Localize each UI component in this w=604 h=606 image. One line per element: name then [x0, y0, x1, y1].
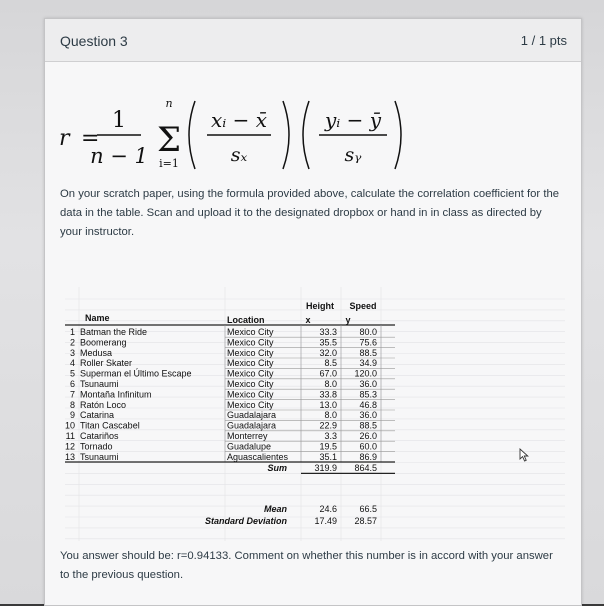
row-height: 8.5 [324, 358, 337, 369]
term2-denominator: sᵧ [344, 144, 362, 166]
row-name: Medusa [80, 347, 113, 358]
row-speed: 36.0 [359, 410, 377, 421]
row-name: Ratón Loco [80, 399, 127, 410]
row-height: 13.0 [319, 399, 337, 410]
row-location: Mexico City [227, 379, 274, 389]
sigma-symbol: Σ [156, 120, 182, 160]
data-table [65, 287, 565, 541]
row-location: Mexico City [227, 327, 274, 337]
row-index: 3 [69, 347, 75, 358]
mean-speed: 66.5 [359, 504, 377, 514]
row-speed: 75.6 [359, 337, 377, 348]
row-speed: 60.0 [359, 441, 377, 452]
row-height: 35.5 [319, 337, 337, 348]
row-speed: 34.9 [359, 358, 377, 369]
row-index: 6 [69, 379, 75, 389]
row-height: 33.8 [319, 389, 337, 400]
row-index: 9 [69, 410, 75, 421]
formula-numerator: 1 [112, 108, 126, 133]
row-speed: 85.3 [359, 389, 377, 400]
row-name: Titan Cascabel [80, 420, 140, 431]
row-location: Mexico City [227, 358, 274, 369]
row-name: Boomerang [80, 337, 127, 348]
row-location: Guadalajara [227, 410, 277, 421]
row-index: 7 [69, 389, 75, 400]
row-height: 19.5 [319, 441, 337, 452]
row-speed: 120.0 [354, 368, 377, 379]
row-height: 22.9 [319, 420, 337, 431]
sd-height: 17.49 [314, 516, 337, 526]
term1-numerator: xᵢ − x̄ [210, 108, 268, 132]
row-location: Guadalajara [227, 420, 277, 431]
row-name: Tsunaumi [80, 379, 119, 389]
question-title: Question 3 [60, 33, 128, 49]
row-index: 5 [69, 368, 75, 379]
row-name: Tornado [80, 441, 113, 452]
row-location: Monterrey [227, 431, 268, 441]
sum-lower-limit: i=1 [159, 157, 179, 170]
row-height: 35.1 [319, 451, 337, 462]
mouse-pointer-icon [519, 448, 529, 462]
mean-label: Mean [263, 504, 287, 514]
instructions-text: On your scratch paper, using the formula provided above, calculate the correlation coefficient for the data in the table. Scan and upload it to the designated dropbox or hand in in class as directed by your instructor. [60, 188, 560, 238]
row-name: Roller Skater [80, 358, 133, 369]
header-height: Height [306, 301, 334, 311]
row-name: Catariños [80, 431, 119, 441]
row-index: 4 [69, 358, 75, 369]
row-height: 67.0 [319, 368, 337, 379]
header-speed: Speed [349, 301, 377, 311]
row-height: 8.0 [324, 410, 337, 421]
row-name: Tsunaumi [80, 451, 119, 462]
row-index: 1 [69, 327, 75, 337]
row-speed: 80.0 [359, 327, 377, 337]
question-card [44, 18, 582, 606]
row-index: 12 [65, 441, 75, 452]
header-name: Name [85, 313, 110, 323]
question-header [45, 19, 581, 62]
row-index: 2 [69, 337, 75, 348]
term1-denominator: sₓ [230, 144, 248, 166]
row-location: Mexico City [227, 389, 274, 400]
mean-height: 24.6 [319, 504, 337, 514]
row-height: 3.3 [324, 431, 337, 441]
row-height: 8.0 [324, 379, 337, 389]
formula-lhs: r [59, 126, 70, 151]
term2-numerator: yᵢ − ȳ [324, 108, 382, 132]
question-points: 1 / 1 pts [520, 33, 567, 48]
row-speed: 26.0 [359, 431, 377, 441]
row-height: 33.3 [319, 327, 337, 337]
row-location: Guadalupe [227, 441, 272, 452]
sum-speed: 864.5 [354, 463, 377, 473]
row-name: Montaña Infinitum [80, 389, 152, 400]
row-height: 32.0 [319, 347, 337, 358]
header-location: Location [227, 315, 265, 325]
header-x: x [305, 315, 311, 325]
header-y: y [345, 315, 351, 325]
row-index: 11 [65, 431, 75, 441]
formula-denominator: n − 1 [90, 144, 148, 168]
row-speed: 36.0 [359, 379, 377, 389]
sum-height: 319.9 [314, 463, 337, 473]
row-name: Catarina [80, 410, 115, 421]
sum-upper-limit: n [165, 97, 173, 110]
answer-text: You answer should be: r=0.94133. Comment on whether this number is in accord with your answer to the previous question. [60, 550, 553, 581]
formula-equals: = [81, 126, 100, 151]
row-index: 13 [65, 451, 75, 462]
row-index: 8 [69, 399, 75, 410]
row-speed: 86.9 [359, 451, 377, 462]
row-name: Batman the Ride [80, 327, 148, 337]
sum-label: Sum [267, 463, 287, 473]
row-speed: 88.5 [359, 347, 377, 358]
row-name: Superman el Último Escape [80, 368, 192, 379]
row-location: Mexico City [227, 368, 274, 379]
row-location: Mexico City [227, 337, 274, 348]
sd-label: Standard Deviation [204, 516, 287, 526]
correlation-formula [55, 71, 415, 189]
row-location: Mexico City [227, 399, 274, 410]
row-speed: 46.8 [359, 399, 377, 410]
sd-speed: 28.57 [354, 516, 377, 526]
row-index: 10 [65, 420, 75, 431]
row-location: Mexico City [227, 347, 274, 358]
row-location: Aguascalientes [227, 451, 289, 462]
row-speed: 88.5 [359, 420, 377, 431]
